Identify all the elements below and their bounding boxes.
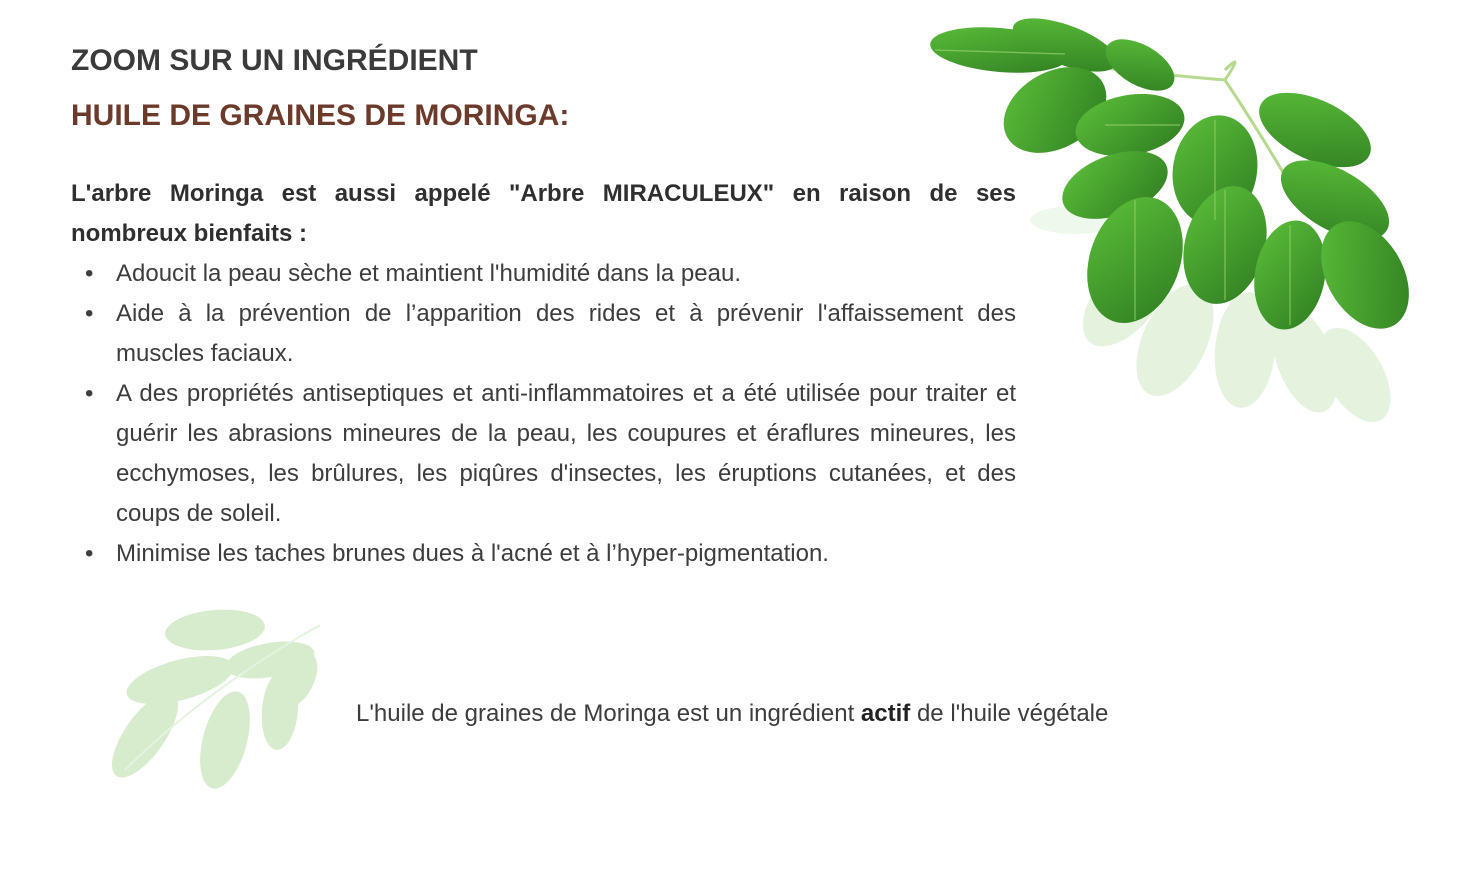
bullet-icon: • bbox=[85, 260, 94, 287]
list-item-text: Aide à la prévention de l’apparition des rides et à prévenir l'affaissement des muscles faciaux. bbox=[116, 300, 1016, 367]
bullet-icon: • bbox=[85, 300, 94, 327]
page-title: HUILE DE GRAINES DE MORINGA: bbox=[71, 99, 570, 132]
benefits-list bbox=[71, 254, 1016, 574]
footer-note-start: L'huile de graines de Moringa est un ingrédient bbox=[356, 700, 861, 727]
description bbox=[71, 174, 1016, 574]
bullet-icon: • bbox=[85, 380, 94, 407]
bullet-icon: • bbox=[85, 540, 94, 567]
footer-note-emphasis: actif bbox=[860, 700, 911, 727]
list-item bbox=[85, 254, 1016, 294]
intro-text: L'arbre Moringa est aussi appelé "Arbre MIRACULEUX" en raison de ses nombreux bienfaits : bbox=[71, 180, 1016, 247]
list-item-text: Adoucit la peau sèche et maintient l'humidité dans la peau. bbox=[116, 260, 741, 287]
section-eyebrow: ZOOM SUR UN INGRÉDIENT bbox=[71, 44, 478, 77]
list-item-text: A des propriétés antiseptiques et anti-inflammatoires et a été utilisée pour traiter et guérir les abrasions mineures de la peau, les coupures et éraflures mineures, les ecchymoses, les brûlures, les piqûres d'insectes, les éruptions cutanées, et des coups de soleil. bbox=[116, 380, 1016, 527]
list-item bbox=[85, 534, 1016, 574]
list-item bbox=[85, 374, 1016, 534]
footer-note bbox=[356, 694, 1108, 734]
footer-note-end: de l'huile végétale bbox=[910, 700, 1109, 727]
faded-moringa-leaves-icon bbox=[95, 600, 335, 790]
list-item-text: Minimise les taches brunes dues à l'acné et à l’hyper-pigmentation. bbox=[116, 540, 829, 567]
list-item bbox=[85, 294, 1016, 374]
